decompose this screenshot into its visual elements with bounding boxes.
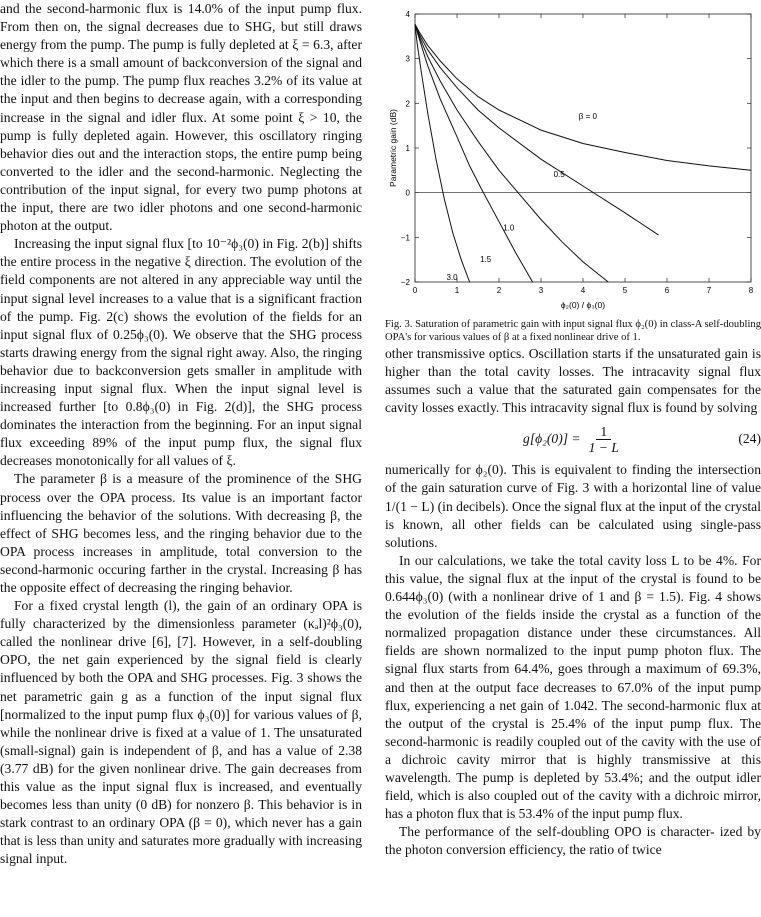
curve-label: 1.0 — [503, 223, 515, 233]
paragraph: For a fixed crystal length (l), the gain of an ordinary OPA is fully characterized by the dimensionless parameter (κₐl)²ϕ₃(0), called the nonlinear drive [6], [7]. However, in a self-doubling OPO, the net gain experienced by the signal field is clearly influenced by both the OPA and SHG processes. Fig. 3 shows the net parametric gain g as a function of the input signal flux [normalized to the input pump flux ϕ₃(0)] for various values of β, while the nonlinear drive is fixed at a value of 1. The unsaturated (small-signal) gain is independent of β, and has a value of 2.38 (3.77 dB) for the given nonlinear drive. The gain decreases from this value as the input signal flux is increased, and eventually becomes less than unity (0 dB) for nonzero β. This behavior is in stark contrast to an ordinary OPA (β = 0), which never has a gain that is less than unity and saturates more gradually with increasing signal input. — [0, 598, 362, 867]
y-tick-label: 0 — [405, 188, 410, 198]
curve-label: 1.5 — [480, 254, 492, 264]
gain-saturation-chart — [385, 0, 761, 310]
equation-fraction — [585, 424, 623, 455]
x-tick-label: 7 — [706, 286, 712, 295]
equation-24 — [385, 417, 761, 461]
curve-label: 3.0 — [446, 272, 458, 282]
series-line — [415, 24, 659, 235]
y-tick-label: 1 — [405, 144, 410, 153]
y-tick-label: 4 — [405, 10, 410, 19]
y-axis-label: Parametric gain (dB) — [388, 109, 398, 187]
x-tick-label: 5 — [622, 286, 628, 295]
paragraph: The parameter β is a measure of the prominence of the SHG process over the OPA process. Its value is an important factor influencing the behavior of the solutions. With decreasing β, the effect of SHG becomes less, and the ringing behavior due to the OPA process increases in amplitude, total conversion to the second-harmonic occuring farther in the crystal. Increasing β has the opposite effect of decreasing the ringing behavior. — [0, 471, 362, 595]
figure-caption: Fig. 3. Saturation of parametric gain with input signal flux ϕ₂(0) in class-A self-doubling OPA's for various values of β at a fixed nonlinear drive of 1. — [385, 319, 761, 343]
x-tick-label: 0 — [412, 286, 418, 295]
x-tick-label: 8 — [748, 286, 754, 295]
y-tick-label: −1 — [400, 233, 410, 243]
equation-number: (24) — [738, 431, 761, 447]
y-tick-label: −2 — [400, 278, 410, 287]
paragraph: and the second-harmonic flux is 14.0% of the input pump flux. From then on, the signal decreases due to SHG, but still draws energy from the pump. The pump is fully depleted at ξ = 6.3, after which there is a small amount of backconversion of the signal and the idler to the pump. The pump flux reaches 3.2% of its value at the input and then begins to decrease again, with a corresponding increase in the signal and idler flux. At some point ξ > 10, the pump is fully depleted again. However, this oscillatory ringing behavior dies out and the interaction stops, the entire pump being converted to the idler and the second-harmonic. Neglecting the contribution of the input signal, for every two pump photons at the input, there are two idler photons and one second-harmonic photon at the output. — [0, 1, 362, 234]
paragraph: numerically for ϕ₂(0). This is equivalent to finding the intersection of the gain saturation curve of Fig. 3 with a horizontal line of value 1/(1 − L) (in decibels). Once the signal flux at the input of the crystal is known, all other fields can be calculated using single-pass solutions. — [385, 462, 761, 550]
x-axis-label: ϕ₂(0) / ϕ₃(0) — [560, 300, 606, 310]
paragraph: other transmissive optics. Oscillation starts if the unsaturated gain is higher than the total cavity losses. The intracavity signal flux assumes such a value that the saturated gain compensates for the cavity losses exactly. This intracavity signal flux is found by solving — [385, 346, 761, 416]
paragraph: The performance of the self-doubling OPO is character- ized by the photon conversion efficiency, the ratio of twice — [385, 824, 761, 858]
curve-label: β = 0 — [578, 111, 597, 121]
series-line — [415, 24, 533, 282]
fraction-numerator: 1 — [596, 424, 611, 440]
plot-frame — [415, 14, 751, 282]
x-tick-label: 1 — [454, 286, 460, 295]
fraction-denominator: 1 − L — [588, 439, 619, 455]
x-tick-label: 6 — [664, 286, 670, 295]
paragraph: Increasing the input signal flux [to 10⁻²ϕ₃(0) in Fig. 2(b)] shifts the entire process in the negative ξ direction. The evolution of the field components are not altered in any appreciable way until the input signal level increases to a value that is a significant fraction of the pump. Fig. 2(c) shows the evolution of the fields for an input signal flux of 0.25ϕ₃(0). We observe that the SHG process starts drawing energy from the signal right away. Also, the ringing behavior due to backconversion gets smaller in amplitude with increasing input signal flux. When the input signal level is increased further [to 0.8ϕ₃(0) in Fig. 2(d)], the SHG process dominates the interaction from the beginning. For an input signal flux exceeding 89% of the input pump flux, the signal flux decreases monotonically for all values of ξ. — [0, 236, 362, 469]
left-text-column — [0, 0, 362, 869]
right-text-column — [385, 345, 761, 859]
paragraph: In our calculations, we take the total cavity loss L to be 4%. For this value, the signal flux at the input of the crystal is found to be 0.644ϕ₃(0) (with a nonlinear drive of 1 and β = 1.5). Fig. 4 shows the evolution of the fields inside the crystal as a function of the normalized propagation distance under these circumstances. All fields are shown normalized to the input pump photon flux. The signal flux starts from 64.4%, goes through a maximum of 69.3%, and then at the output face decreases to 67.0% of the input pump flux, experiencing a net gain of 1.042. The second-harmonic flux at the output of the crystal is 25.4% of the input pump flux. The second-harmonic is readily coupled out of the cavity with the use of a dichroic cavity mirror that is highly transmissive at this wavelength. The pump is depleted by 53.4%; and the output idler field, which is also coupled out of the cavity with a dichroic mirror, has a photon flux that is 53.4% of the input pump flux. — [385, 552, 761, 822]
x-tick-label: 4 — [580, 286, 586, 295]
figure-3 — [385, 0, 761, 340]
x-tick-label: 2 — [496, 286, 502, 295]
series-line — [415, 24, 608, 282]
x-tick-label: 3 — [538, 286, 544, 295]
equation-lhs: g[ϕ₂(0)] = — [523, 431, 581, 447]
y-tick-label: 2 — [405, 99, 410, 109]
y-tick-label: 3 — [405, 54, 410, 64]
curve-label: 0.5 — [553, 170, 565, 180]
